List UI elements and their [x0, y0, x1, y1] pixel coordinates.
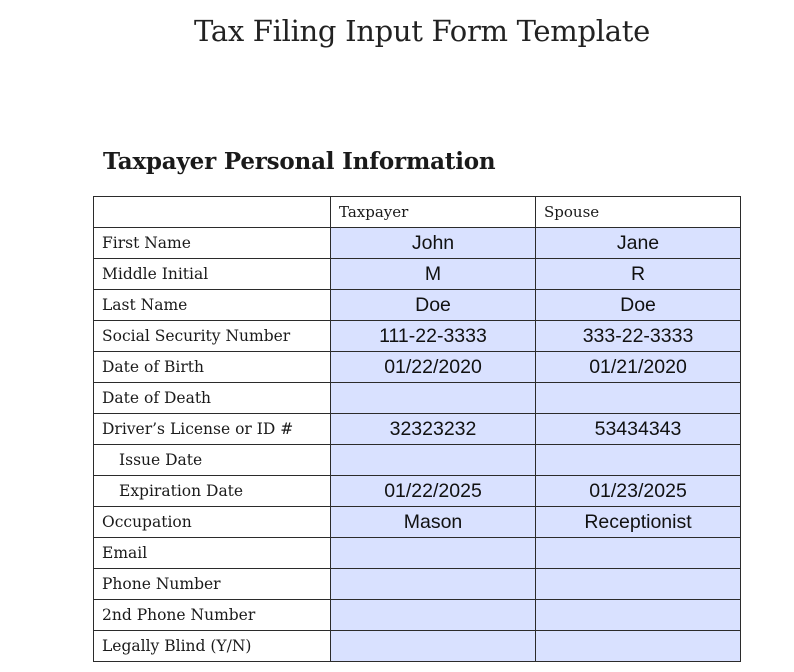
row-label: Legally Blind (Y/N) [94, 631, 331, 662]
taxpayer-dob-field[interactable]: 01/22/2020 [331, 352, 536, 383]
spouse-expiration-date-field[interactable]: 01/23/2025 [536, 476, 741, 507]
row-label: Social Security Number [94, 321, 331, 352]
spouse-first-name-field[interactable]: Jane [536, 228, 741, 259]
personal-info-table [93, 196, 741, 662]
header-empty-cell [94, 197, 331, 228]
row-label: First Name [94, 228, 331, 259]
taxpayer-middle-initial-field[interactable]: M [331, 259, 536, 290]
taxpayer-occupation-field[interactable]: Mason [331, 507, 536, 538]
table-header-row [94, 197, 741, 228]
taxpayer-last-name-field[interactable]: Doe [331, 290, 536, 321]
taxpayer-email-field[interactable] [331, 538, 536, 569]
row-label: Date of Death [94, 383, 331, 414]
row-phone-number [94, 569, 741, 600]
row-label: Driver’s License or ID # [94, 414, 331, 445]
spouse-dod-field[interactable] [536, 383, 741, 414]
row-issue-date [94, 445, 741, 476]
row-label: Issue Date [94, 445, 331, 476]
spouse-second-phone-field[interactable] [536, 600, 741, 631]
row-date-of-death [94, 383, 741, 414]
spouse-ssn-field[interactable]: 333-22-3333 [536, 321, 741, 352]
row-last-name [94, 290, 741, 321]
row-date-of-birth [94, 352, 741, 383]
taxpayer-license-field[interactable]: 32323232 [331, 414, 536, 445]
row-second-phone-number [94, 600, 741, 631]
row-first-name [94, 228, 741, 259]
spouse-issue-date-field[interactable] [536, 445, 741, 476]
row-drivers-license [94, 414, 741, 445]
spouse-middle-initial-field[interactable]: R [536, 259, 741, 290]
row-label: Phone Number [94, 569, 331, 600]
taxpayer-expiration-date-field[interactable]: 01/22/2025 [331, 476, 536, 507]
spouse-email-field[interactable] [536, 538, 741, 569]
taxpayer-dod-field[interactable] [331, 383, 536, 414]
taxpayer-phone-field[interactable] [331, 569, 536, 600]
row-email [94, 538, 741, 569]
taxpayer-second-phone-field[interactable] [331, 600, 536, 631]
row-label: Middle Initial [94, 259, 331, 290]
row-middle-initial [94, 259, 741, 290]
taxpayer-issue-date-field[interactable] [331, 445, 536, 476]
row-label: Occupation [94, 507, 331, 538]
row-label: Date of Birth [94, 352, 331, 383]
section-title: Taxpayer Personal Information [103, 148, 496, 175]
row-label: Last Name [94, 290, 331, 321]
spouse-phone-field[interactable] [536, 569, 741, 600]
row-ssn [94, 321, 741, 352]
row-legally-blind [94, 631, 741, 662]
taxpayer-first-name-field[interactable]: John [331, 228, 536, 259]
spouse-last-name-field[interactable]: Doe [536, 290, 741, 321]
document-title: Tax Filing Input Form Template [194, 14, 650, 48]
spouse-license-field[interactable]: 53434343 [536, 414, 741, 445]
row-label: Email [94, 538, 331, 569]
spouse-legally-blind-field[interactable] [536, 631, 741, 662]
row-label: Expiration Date [94, 476, 331, 507]
column-header-taxpayer: Taxpayer [331, 197, 536, 228]
taxpayer-legally-blind-field[interactable] [331, 631, 536, 662]
spouse-dob-field[interactable]: 01/21/2020 [536, 352, 741, 383]
taxpayer-ssn-field[interactable]: 111-22-3333 [331, 321, 536, 352]
row-occupation [94, 507, 741, 538]
column-header-spouse: Spouse [536, 197, 741, 228]
spouse-occupation-field[interactable]: Receptionist [536, 507, 741, 538]
row-label: 2nd Phone Number [94, 600, 331, 631]
row-expiration-date [94, 476, 741, 507]
